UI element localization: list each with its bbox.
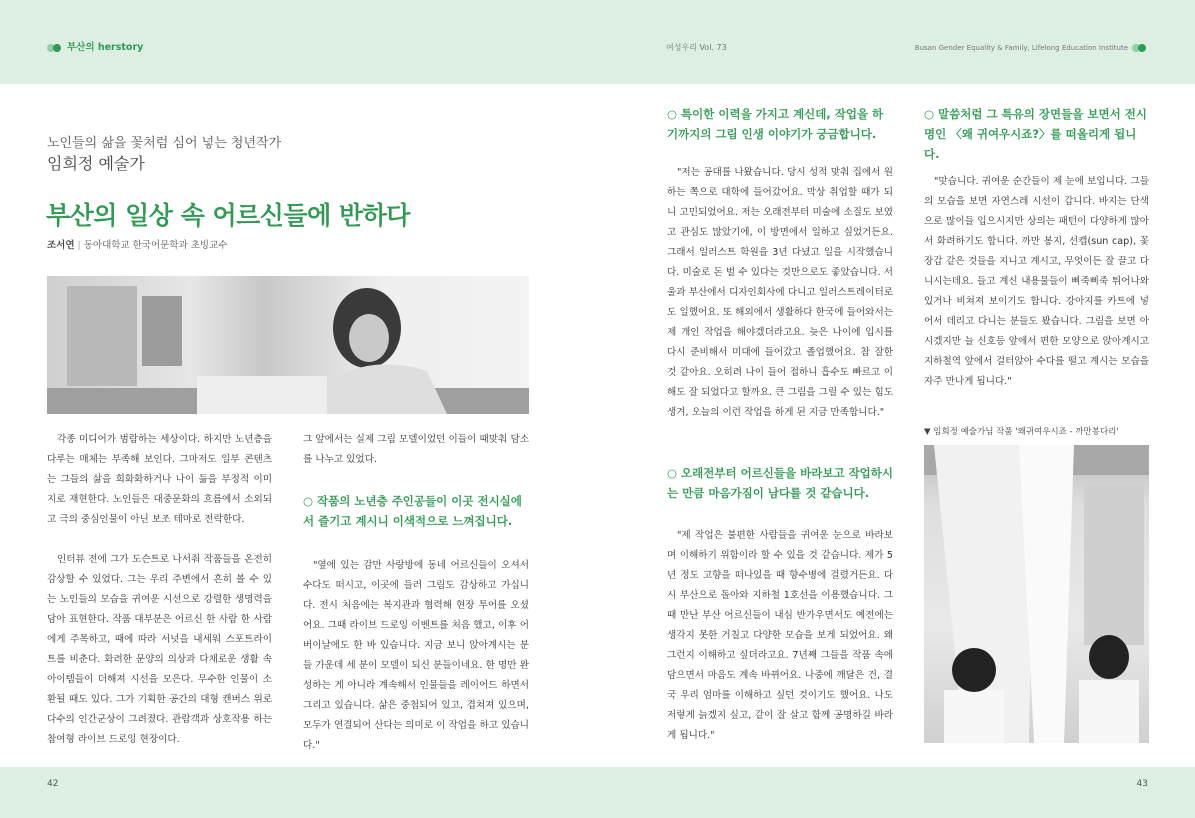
interview-question: ○ 특이한 이력을 가지고 계신데, 작업을 하기까지의 그림 인생 이야기가 궁금합니다. (667, 107, 884, 141)
column-1 (47, 430, 272, 750)
interview-question: ○ 작품의 노년층 주인공들이 이곳 전시실에서 즐기고 계시니 이색적으로 느껴집니다. (303, 494, 522, 528)
byline: 조서연 | 동아대학교 한국어문학과 초빙교수 (47, 240, 228, 251)
section-label (47, 42, 143, 54)
page-number-left: 42 (47, 779, 59, 789)
artist-photo (47, 276, 529, 414)
article-subtitle: 노인들의 삶을 꽃처럼 심어 넣는 청년작가 (47, 136, 282, 151)
photo-caption: ▼ 임희정 예술가님 작품 '왜귀여우시죠 - 까만봉다리' (924, 427, 1119, 437)
article-headline: 부산의 일상 속 어르신들에 반하다 (46, 201, 410, 230)
column-3-b (667, 526, 893, 746)
artist-photo-graphic (47, 276, 529, 414)
column-4 (924, 172, 1149, 392)
dots-icon (47, 44, 63, 52)
institute-label (915, 42, 1148, 54)
paragraph: "저는 공대를 나왔습니다. 당시 성적 맞춰 집에서 원하는 쪽으로 대학에 들어갔어요. 막상 취업할 때가 되니 고민되었어요. 저는 오래전부터 미술에 소질도 보였고 관심도 많았기에, 이 방면에서 일하고 싶었거든요. 그래서 일러스트 학원을 3년 다녔고 일을 시작했습니다. 미술로 돈 벌 수 있다는 것만으로도 좋았습니다. 서울과 부산에서 디자인회사에 다니고 일러스트레이터로도 일했어요. 또 해외에서 생활하다 한국에 들어와서는 제 개인 작업을 해야겠더라고요. 늦은 나이에 입시를 다시 준비해서 미대에 들어갔고 졸업했어요. 참 잘한 것 같아요. 오히려 나이 들어 접하니 흡수도 빠르고 이해도 잘 되었다고 할까요. 큰 그림을 그릴 수 있는 힘도 생겨, 오늘의 이런 작업을 하게 된 지금 만족합니다." (667, 167, 893, 418)
paragraph: 인터뷰 전에 그가 도슨트로 나서줘 작품들을 온전히 감상할 수 있었다. 그는 우리 주변에서 흔히 볼 수 있는 노인들의 모습을 귀여운 시선으로 강렬한 생명력을 담아 표현한다. 작품 대부분은 어르신 한 사람 한 사람에게 주목하고, 때에 따라 서넛을 내세워 스포트라이트를 비춘다. 화려한 문양의 의상과 다채로운 생활 속 아이템들이 더해져 시선을 모은다. 무수한 인물이 소환될 때도 있다. 그가 기획한 공간의 대형 캔버스 위로 다수의 인간군상이 그려졌다. 관람객과 상호작용 하는 참여형 라이브 드로잉 현장이다. (47, 554, 272, 745)
artwork-photo-graphic (924, 445, 1149, 743)
issue-label: 여성우리 Vol. 73 (666, 43, 727, 52)
dots-icon (1132, 44, 1148, 52)
paragraph: 각종 미디어가 범람하는 세상이다. 하지만 노년층을 다루는 매체는 부족해 보인다. 그마저도 일부 콘텐츠는 그들의 삶을 희화화하거나 나이 듦을 부정적 이미지로 재현한다. 노인들은 대중문화의 흐름에서 소외되고 극의 중심인물이 아닌 보조 테마로 전락한다. (47, 434, 272, 525)
paragraph: "옆에 있는 감만 사랑방에 동네 어르신들이 오셔서 수다도 떠시고, 이곳에 들러 그림도 감상하고 가십니다. 전시 처음에는 복지관과 협력해 현장 투어를 오셨어요. 그때 라이브 드로잉 이벤트를 처음 했고, 이후 어버이날에도 한 바 있습니다. 지금 보니 앉아계시는 분들 가운데 세 분이 모델이 되신 분들이네요. 한 명만 완성하는 게 아니라 계속해서 인물들을 레이어드 하면서 그리고 있습니다. 삶은 중첩되어 있고, 겹쳐져 있으며, 모두가 연결되어 산다는 의미로 이 작업을 하고 있습니다." (303, 560, 529, 751)
footer-band (0, 767, 1195, 818)
author-affiliation: 동아대학교 한국어문학과 초빙교수 (83, 240, 228, 251)
paragraph: "제 작업은 불편한 사람들을 귀여운 눈으로 바라보며 이해하기 위함이라 할 수 있을 것 같습니다. 제가 5년 정도 고향을 떠나있을 때 향수병에 걸렸거든요. 다시 부산으로 돌아와 지하철 1호선을 이용했습니다. 그때 만난 부산 어르신들이 내심 반가우면서도 예전에는 생각지 못한 거칠고 다양한 모습을 보게 되었어요. 왜 그런지 이해하고 싶더라고요. 7년째 그들을 작품 속에 담으면서 마음도 계속 바뀌어요. 나중에 깨달은 건, 결국 우리 엄마를 이해하고 싶던 것이기도 했어요. 나도 저렇게 늙겠지 싶고, 같이 잘 살고 함께 공명하길 바라게 됩니다." (667, 530, 893, 741)
artwork-photo (924, 445, 1149, 743)
column-2-intro (303, 430, 529, 472)
page-number-right: 43 (1136, 779, 1148, 789)
institute-text: Busan Gender Equality & Family, Lifelong Education Institute (914, 44, 1128, 52)
author-name: 조서연 (47, 240, 75, 251)
paragraph: 그 앞에서는 실제 그림 모델이었던 이들이 때맞춰 담소를 나누고 있었다. (303, 434, 529, 465)
artist-name: 임희정 예술가 (47, 154, 145, 173)
section-label-text: 부산의 herstory (67, 42, 144, 53)
column-2 (303, 556, 529, 756)
paragraph: "맞습니다. 귀여운 순간들이 제 눈에 보입니다. 그들의 모습을 보면 자연스레 시선이 갑니다. 바지는 단색으로 많이들 입으시지만 상의는 패턴이 다양하게 많아서 화려하기도 합니다. 까만 봉지, 선캡(sun cap), 꽃장갑 같은 것들을 지니고 계시고, 무엇이든 잘 끌고 다니시는데요. 들고 계신 내용물들이 삐죽삐죽 튀어나와 있거나 비쳐져 보이기도 합니다. 강아지를 카트에 넣어서 데리고 다니는 분들도 봤습니다. 그림을 보면 아시겠지만 늘 신호등 앞에서 편한 모양으로 앉아계시고 지하철역 앞에서 걸터앉아 수다를 떨고 계시는 모습을 자주 만나게 됩니다." (924, 176, 1149, 387)
column-3-a (667, 163, 893, 423)
interview-question: ○ 오래전부터 어르신들을 바라보고 작업하시는 만큼 마음가짐이 남다를 것 같습니다. (667, 466, 893, 500)
interview-question: ○ 말씀처럼 그 특유의 장면들을 보면서 전시명인 〈왜 귀여우시죠?〉를 떠올리게 됩니다. (924, 107, 1147, 161)
